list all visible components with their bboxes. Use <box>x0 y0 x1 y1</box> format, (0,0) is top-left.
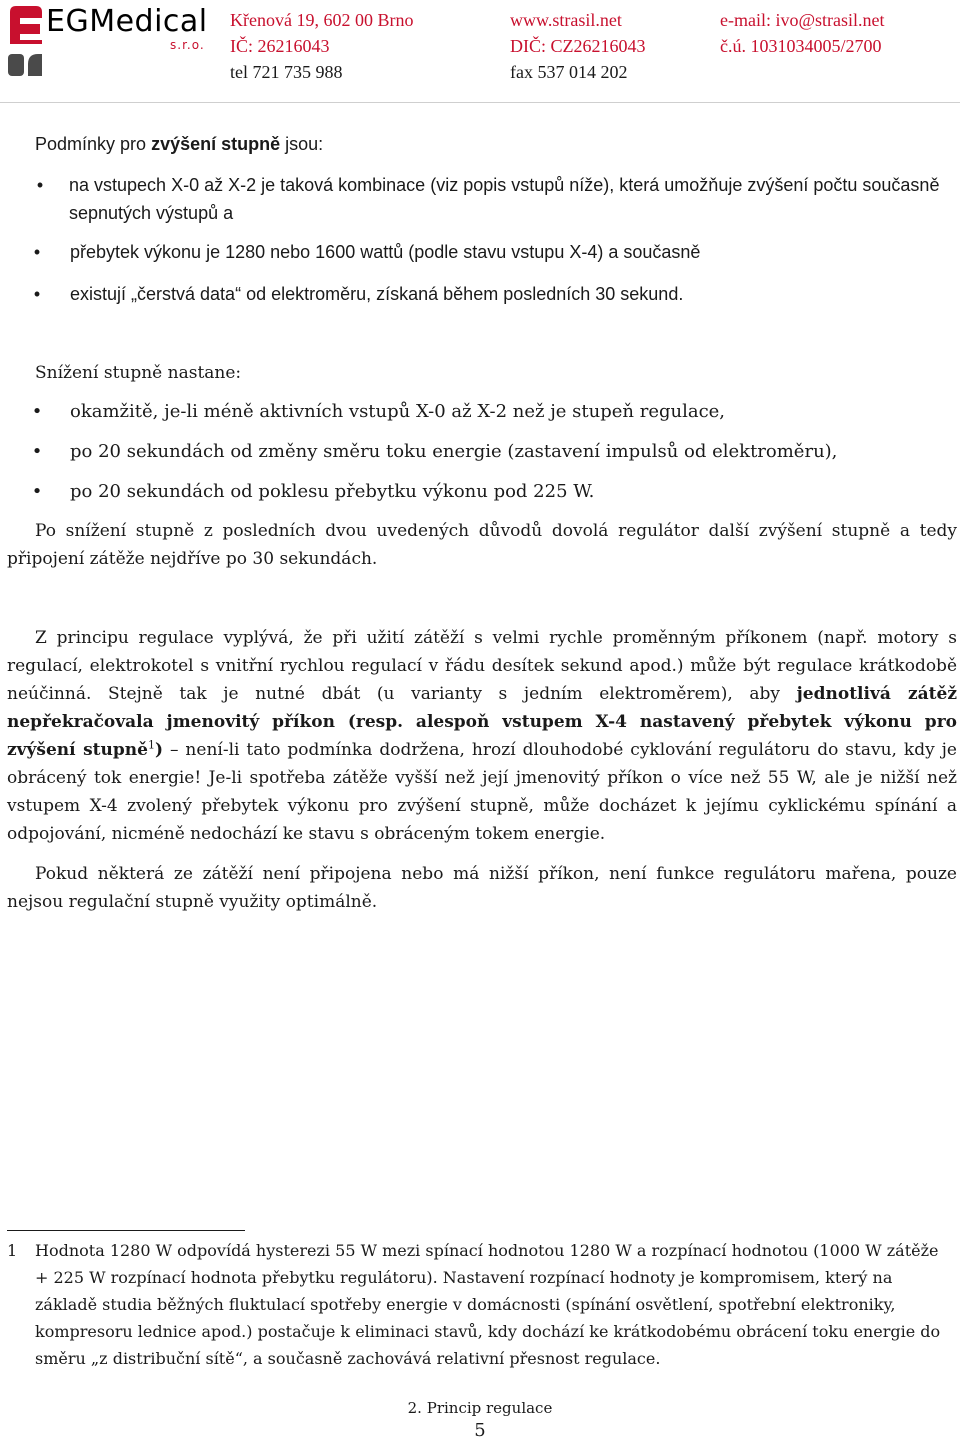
bullet-icon: • <box>31 481 43 502</box>
header-fax: fax 537 014 202 <box>510 62 628 82</box>
header-dic: DIČ: CZ26216043 <box>510 36 646 56</box>
list-item-text: přebytek výkonu je 1280 nebo 1600 wattů (podle stavu vstupu X-4) a současně <box>70 242 701 262</box>
loads-paragraph: Pokud některá ze zátěží není připojena nebo má nižší příkon, není funkce regulátoru mařena, pouze nejsou regulační stupně využity optimálně. <box>7 864 957 912</box>
page-number: 5 <box>474 1420 486 1441</box>
principle-paragraph <box>7 624 957 848</box>
list-item <box>30 398 956 426</box>
principle-text-1: Z principu regulace vyplývá, že při užití zátěží s velmi rychle proměnným příkonem (např. motory s regulací, elektrokotel s vnitřní rychlou regulací v řádu desítek sekund apod.) může být regulace krátkodobě neúčinná. Stejně tak je nutné dbát (u varianty s jedním elektroměrem), aby <box>7 628 957 704</box>
bullet-icon: • <box>33 242 41 262</box>
list-item-text: existují „čerstvá data“ od elektroměru, získaná během posledních 30 sekund. <box>70 284 684 304</box>
footnote-number: 1 <box>7 1241 18 1260</box>
bullet-icon: • <box>33 284 41 304</box>
header-web-link[interactable]: www.strasil.net <box>510 10 622 30</box>
decrease-intro: Snížení stupně nastane: <box>35 363 242 383</box>
bullet-icon: • <box>36 175 44 195</box>
footnote-divider <box>7 1230 245 1231</box>
list-item-text: po 20 sekundách od změny směru toku energie (zastavení impulsů od elektroměru), <box>70 441 838 462</box>
bullet-icon: • <box>31 441 43 462</box>
header-ic: IČ: 26216043 <box>230 36 330 56</box>
header-email-link[interactable]: e-mail: ivo@strasil.net <box>720 10 885 30</box>
footnote-text: Hodnota 1280 W odpovídá hysterezi 55 W mezi spínací hodnotou 1280 W a rozpínací hodnotou (1000 W zátěže + 225 W rozpínací hodnota přebytku regulátoru). Nastavení rozpínací hodnoty je kompromisem, který na základě studia běžných fluktulací spotřeby energie v domácnosti (spínání osvětlení, spotřební elektroniky, kompresoru lednice apod.) postačuje k eliminaci stavů, kdy dochází ke krátkodobému obrácení toku energie do směru „z distribuční sítě“, a současně zachovává relativní přesnost regulace. <box>35 1241 941 1368</box>
conditions-intro-bold: zvýšení stupně <box>151 134 281 154</box>
logo-wordmark: EGMedical <box>46 4 208 39</box>
conditions-intro-pre: Podmínky pro <box>35 134 152 154</box>
decrease-after-paragraph: Po snížení stupně z posledních dvou uvedených důvodů dovolá regulátor další zvýšení stupně a tedy připojení zátěže nejdříve po 30 sekundách. <box>7 521 957 569</box>
list-item-text: na vstupech X-0 až X-2 je taková kombinace (viz popis vstupů níže), která umožňuje zvýšení počtu současně sepnutých výstupů a <box>69 175 940 223</box>
bullet-icon: • <box>31 401 43 422</box>
header-phone: tel 721 735 988 <box>230 62 343 82</box>
principle-bold-2: ) <box>154 740 163 760</box>
footnote-ref[interactable]: 1 <box>147 738 155 752</box>
footnote <box>7 1237 947 1372</box>
principle-bold-1: jednotlivá zátěž nepřekračovala jmenovitý příkon (resp. alespoň vstupem X-4 nastavený přebytek výkonu pro zvýšení stupně <box>7 684 957 760</box>
list-item <box>30 438 956 466</box>
list-item-text: po 20 sekundách od poklesu přebytku výkonu pod 225 W. <box>70 481 595 502</box>
section-label: 2. Princip regulace <box>407 1399 553 1417</box>
logo-suffix: s.r.o. <box>170 38 205 52</box>
list-item <box>30 478 956 506</box>
list-item-text: okamžitě, je-li méně aktivních vstupů X-0 až X-2 než je stupeň regulace, <box>70 401 726 422</box>
letterhead <box>0 0 960 103</box>
header-account: č.ú. 1031034005/2700 <box>720 36 882 56</box>
list-item <box>30 238 956 266</box>
logo-mark-icon <box>6 4 46 84</box>
company-logo <box>6 4 216 84</box>
header-address: Křenová 19, 602 00 Brno <box>230 10 414 30</box>
principle-text-2: – není-li tato podmínka dodržena, hrozí dlouhodobé cyklování regulátoru do stavu, kdy je obrácený tok energie! Je-li spotřeba zátěže vyšší než její jmenovitý příkon o více než 55 W, ale je nižší než vstupem X-4 zvolený přebytek výkonu pro zvýšení stupně, může docházet k jejímu cyklickému spínání a odpojování, nicméně nedochází ke stavu s obráceným tokem energie. <box>7 740 957 844</box>
list-item <box>7 171 957 227</box>
conditions-intro <box>7 130 957 158</box>
conditions-intro-post: jsou: <box>280 134 324 154</box>
list-item <box>30 280 956 308</box>
